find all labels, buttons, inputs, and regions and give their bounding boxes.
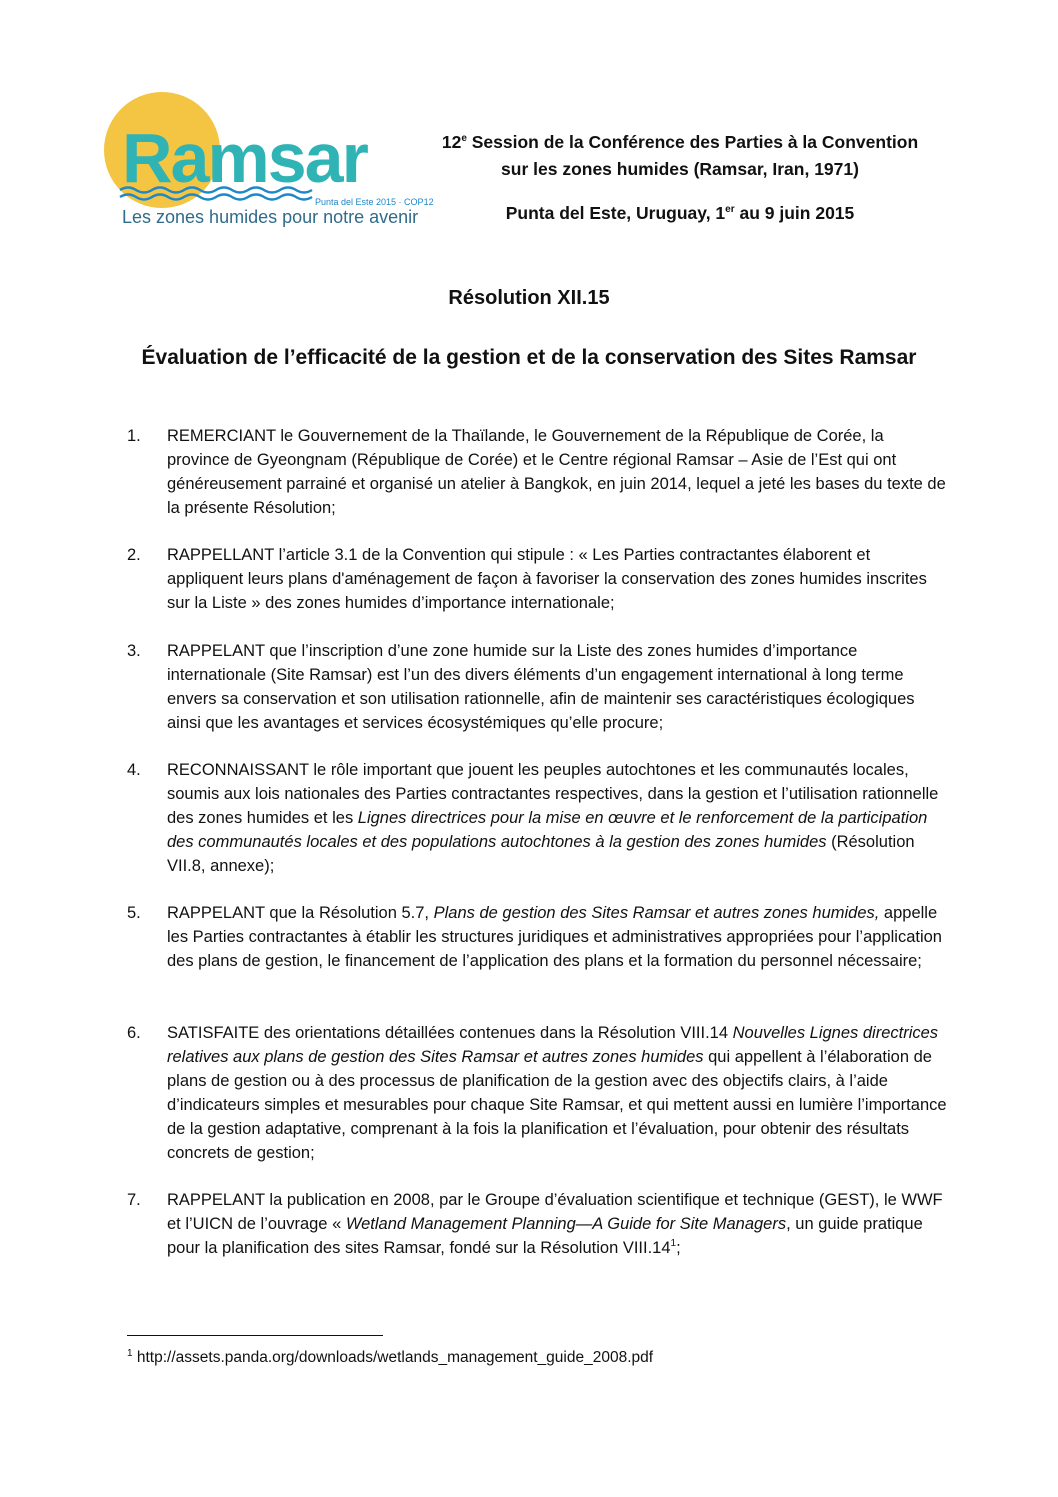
paragraph-text-plain: RAPPELANT que la Résolution 5.7,: [167, 904, 434, 922]
header-line-1-text: Session de la Conférence des Parties à la Convention: [466, 132, 919, 152]
logo-tagline: Les zones humides pour notre avenir: [122, 207, 419, 227]
paragraph-2: [127, 543, 947, 615]
paragraph-number: 7.: [127, 1191, 141, 1209]
paragraph-7: [127, 1188, 947, 1260]
paragraph-text: [167, 1021, 947, 1165]
paragraph-text-plain: , un guide pratique pour la planification des sites Ramsar, fondé sur la Résolution VIII.14: [167, 1215, 923, 1257]
resolution-subtitle: Évaluation de l’efficacité de la gestion et de la conservation des Sites Ramsar: [141, 346, 917, 369]
footnote-reference[interactable]: 1: [670, 1238, 677, 1249]
paragraph-6: [127, 1021, 947, 1165]
header-place-sup: er: [725, 204, 735, 215]
paragraph-text-plain: RAPPELANT la publication en 2008, par le Groupe d’évaluation scientifique et technique (GEST), le WWF et l’UICN de l’ouvrage «: [167, 1191, 943, 1233]
paragraph-number: 4.: [127, 761, 141, 779]
paragraph-number: 5.: [127, 904, 141, 922]
paragraph-text-plain: (Résolution VII.8, annexe);: [167, 833, 915, 875]
footnote: [127, 1348, 653, 1368]
paragraph-text: [167, 758, 947, 878]
footnote-mark: 1: [127, 1348, 133, 1359]
paragraph-text-plain: SATISFAITE des orientations détaillées contenues dans la Résolution VIII.14: [167, 1024, 733, 1042]
paragraph-number: 1.: [127, 427, 141, 445]
paragraph-text-plain: ;: [676, 1239, 681, 1257]
paragraph-text: RAPPELLANT l’article 3.1 de la Convention qui stipule : « Les Parties contractantes élaborent et appliquent leurs plans d'aménagement de façon à favoriser la conservation des zones humides inscrites sur la Liste » des zones humides d’importance internationale;: [167, 546, 927, 612]
ramsar-logo: [100, 90, 434, 230]
header-ordinal-sup: e: [461, 133, 467, 144]
paragraph-text-italic: Lignes directrices pour la mise en œuvre et le renforcement de la participation des communautés locales et des populations autochtones à la gestion des zones humides: [167, 809, 928, 851]
resolution-title: Résolution XII.15: [448, 287, 610, 309]
paragraph-4: [127, 758, 947, 878]
paragraph-number: 2.: [127, 546, 141, 564]
header-place: [420, 201, 940, 225]
logo-wordmark: Ramsar: [122, 119, 367, 197]
paragraph-text: [167, 901, 947, 973]
header-line-2: sur les zones humides (Ramsar, Iran, 1971): [501, 159, 859, 179]
paragraph-1: [127, 424, 947, 520]
paragraph-text: REMERCIANT le Gouvernement de la Thaïlande, le Gouvernement de la République de Corée, la province de Gyeongnam (République de Corée) et le Centre régional Ramsar – Asie de l’Est qui ont généreusement parrainé et organisé un atelier à Bangkok, en juin 2014, lequel a jeté les bases du texte de la présente Résolution;: [167, 427, 946, 517]
paragraph-text-plain: appelle les Parties contractantes à établir les structures juridiques et administratives appropriées pour l’application des plans de gestion, le financement de l’application des plans et la formation du personnel nécessaire;: [167, 904, 942, 970]
paragraph-text-italic: Plans de gestion des Sites Ramsar et autres zones humides,: [433, 904, 880, 922]
header-line-1: [420, 130, 940, 154]
footnote-link[interactable]: http://assets.panda.org/downloads/wetlands_management_guide_2008.pdf: [132, 1349, 654, 1366]
paragraph-3: [127, 639, 947, 735]
paragraph-text: [167, 1188, 947, 1260]
header-place-dates: au 9 juin 2015: [734, 203, 855, 223]
paragraph-text-italic: Wetland Management Planning—A Guide for Site Managers: [345, 1215, 787, 1233]
paragraph-text-italic: Nouvelles Lignes directrices relatives aux plans de gestion des Sites Ramsar et autres zones humides: [167, 1024, 939, 1066]
header-ordinal: 12: [441, 132, 462, 152]
paragraph-text-plain: RECONNAISSANT le rôle important que jouent les peuples autochtones et les communautés locales, soumis aux lois nationales des Parties contractantes respectives, dans la gestion et l’utilisation rationnelle des zones humides et les: [167, 761, 939, 827]
paragraph-number: 6.: [127, 1024, 141, 1042]
paragraph-number: 3.: [127, 642, 141, 660]
footnote-divider: [127, 1335, 383, 1336]
header-place-text: Punta del Este, Uruguay, 1: [505, 203, 726, 223]
logo-event-text: Punta del Este 2015 · COP12: [315, 197, 434, 207]
paragraph-text-plain: qui appellent à l’élaboration de plans de gestion ou à des processus de planification de la gestion avec des objectifs clairs, à l’aide d’indicateurs simples et mesurables pour chaque Site Ramsar, et qui mettent aussi en lumière l’importance de la gestion adaptative, comprenant à la fois la planification et l’évaluation, pour obtenir des résultats concrets de gestion;: [167, 1048, 947, 1162]
paragraph-5: [127, 901, 947, 973]
paragraph-text: RAPPELANT que l’inscription d’une zone humide sur la Liste des zones humides d’importance internationale (Site Ramsar) est l’un des divers éléments d’un engagement international à long terme envers sa conservation et son utilisation rationnelle, afin de maintenir ses caractéristiques écologiques ainsi que les avantages et services écosystémiques qu’elle procure;: [167, 642, 915, 732]
